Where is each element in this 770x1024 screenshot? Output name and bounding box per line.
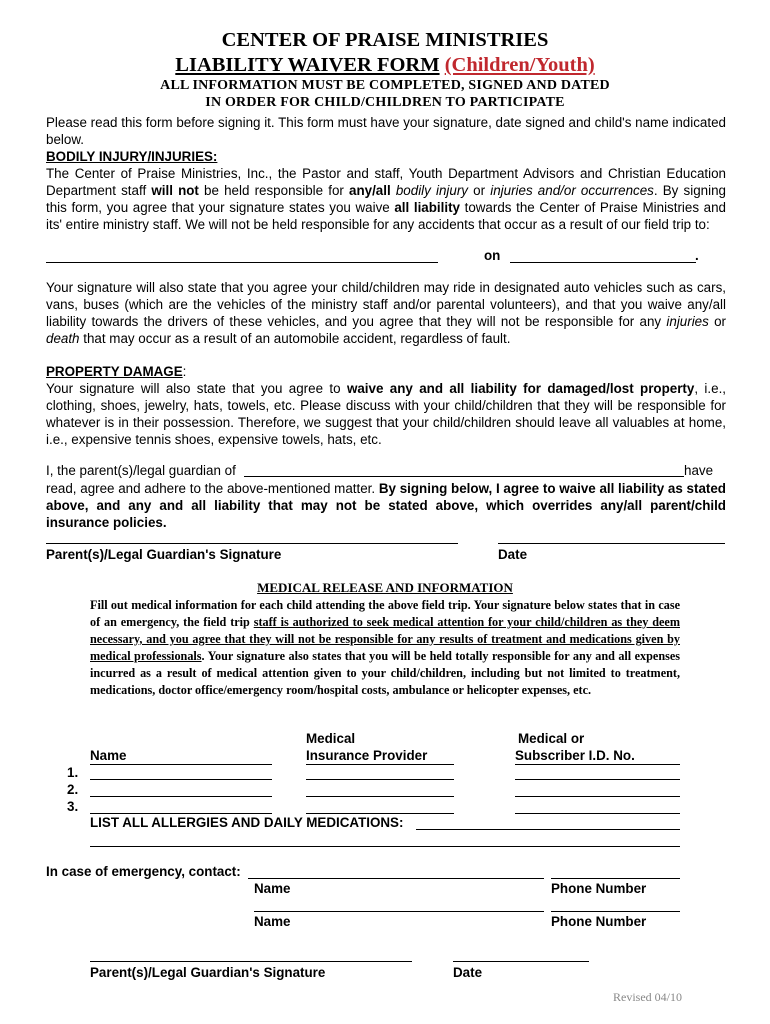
guardian-signature-label-2: Parent(s)/Legal Guardian's Signature <box>90 965 326 980</box>
medical-underlined: staff is authorized to seek medical attention for your child/children as they deem necessary, and you agree that they will not be responsible for any results of treatment and medications given by medical professionals <box>90 615 680 663</box>
agreement-bold: By signing below, I agree to waive all liability as stated above, and any and all liability that may not be stated above, which overrides any/all parent/child insurance policies. <box>46 481 726 530</box>
insurance-provider-field-2[interactable] <box>306 796 454 797</box>
bodily-heading: BODILY INJURY/INJURIES: <box>46 149 218 164</box>
bodily-text: . By signing this form, you agree that your signature states you waive <box>46 183 726 215</box>
property-text: , i.e., clothing, shoes, jewelry, hats, towels, etc. Please discuss with your child/children that they will be responsible for whatever is in their possession. Therefore, we suggest that your child/children should leave all valuables at home, i.e., expensive tennis shoes, expensive towels, hats, etc. <box>46 381 727 447</box>
emergency-phone-label-2: Phone Number <box>551 914 647 929</box>
notice-line-2: IN ORDER FOR CHILD/CHILDREN TO PARTICIPATE <box>205 95 565 110</box>
col-name-underline <box>90 764 272 765</box>
vehicles-text: Your signature will also state that you agree your child/children may ride in designated auto vehicles such as cars, vans, buses (which are the vehicles of the ministry staff and/or parental volunteers), and that you waive any/all liability towards the drivers of these vehicles, and you agree that they will not be responsible for any <box>46 280 726 329</box>
property-colon: : <box>182 364 187 379</box>
bodily-text: be held responsible for <box>198 183 350 198</box>
medical-paragraph <box>90 597 680 699</box>
bodily-section <box>46 148 726 233</box>
insurance-provider-field-1[interactable] <box>306 779 454 780</box>
allergies-field-continued[interactable] <box>90 846 680 847</box>
property-bold: waive any and all liability for damaged/lost property <box>346 381 695 396</box>
vehicles-text: or <box>708 314 726 329</box>
col-insurance-underline <box>306 764 454 765</box>
emergency-label: In case of emergency, contact: <box>46 864 241 879</box>
notice-line-1: ALL INFORMATION MUST BE COMPLETED, SIGNED AND DATED <box>160 78 610 93</box>
bodily-bold: any/all <box>349 183 391 198</box>
signature-date-label-2: Date <box>453 965 483 980</box>
bodily-text: The Center of Praise Ministries, Inc., the Pastor and staff, Youth Department Advisors and Christian Education Department staff <box>46 166 726 198</box>
row-number: 3. <box>67 799 79 814</box>
child-name-field-1[interactable] <box>90 779 272 780</box>
bodily-text: towards the Center of Praise Ministries and its' entire ministry staff. We will not be held responsible for any accidents that occur as a result of our field trip to: <box>46 200 726 232</box>
field-trip-destination-field[interactable] <box>46 262 438 263</box>
bodily-italic: bodily injury <box>395 183 469 198</box>
property-text: Your signature will also state that you agree to <box>46 381 347 396</box>
medical-heading: MEDICAL RELEASE AND INFORMATION <box>257 580 513 595</box>
property-section <box>46 363 726 448</box>
col-insurance-line2: Insurance Provider <box>306 748 428 763</box>
child-name-field[interactable] <box>244 476 684 477</box>
child-name-field-3[interactable] <box>90 813 272 814</box>
form-title-main: LIABILITY WAIVER FORM <box>175 54 440 76</box>
medical-text: Fill out medical information for each child attending the above field trip. Your signature below states that in case of an emergency, the field trip <box>90 598 680 629</box>
child-name-field-2[interactable] <box>90 796 272 797</box>
org-title: CENTER OF PRAISE MINISTRIES <box>221 29 549 51</box>
signature-date-field-2[interactable] <box>453 961 589 962</box>
agreement-paragraph <box>46 480 726 531</box>
signature-date-label: Date <box>498 547 528 562</box>
property-heading: PROPERTY DAMAGE <box>46 364 183 379</box>
guardian-signature-label: Parent(s)/Legal Guardian's Signature <box>46 547 282 562</box>
emergency-phone-field-2[interactable] <box>551 911 680 912</box>
emergency-name-field-2[interactable] <box>254 911 544 912</box>
emergency-phone-field-1[interactable] <box>551 878 680 879</box>
vehicles-italic: death <box>46 331 80 346</box>
allergies-label: LIST ALL ALLERGIES AND DAILY MEDICATIONS: <box>90 815 404 830</box>
col-name: Name <box>90 748 127 763</box>
row-number: 2. <box>67 782 79 797</box>
bodily-bold: all liability <box>394 200 460 215</box>
col-id-line2: Subscriber I.D. No. <box>515 748 635 763</box>
vehicles-text: that may occur as a result of an automobile accident, regardless of fault. <box>79 331 511 346</box>
allergies-field[interactable] <box>416 829 680 830</box>
bodily-italic: injuries and/or occurrences <box>490 183 654 198</box>
intro-paragraph: Please read this form before signing it. This form must have your signature, date signed and child's name indicated below. <box>46 115 726 147</box>
col-id-underline <box>515 764 680 765</box>
bodily-bold: will not <box>151 183 199 198</box>
form-title <box>0 54 770 77</box>
guardian-signature-field[interactable] <box>46 543 458 544</box>
bodily-text: or <box>468 183 491 198</box>
agreement-lead: I, the parent(s)/legal guardian of <box>46 463 236 478</box>
col-id-line1: Medical or <box>518 731 585 746</box>
vehicles-italic: injuries <box>666 314 709 329</box>
emergency-phone-label: Phone Number <box>551 881 647 896</box>
signature-date-field[interactable] <box>498 543 725 544</box>
agreement-text: read, agree and adhere to the above-mentioned matter. <box>46 481 379 496</box>
field-trip-date-field[interactable] <box>510 262 696 263</box>
col-insurance-line1: Medical <box>306 731 356 746</box>
emergency-name-field-1[interactable] <box>248 878 544 879</box>
emergency-name-label-2: Name <box>254 914 291 929</box>
agreement-have: have <box>684 463 714 478</box>
subscriber-id-field-3[interactable] <box>515 813 680 814</box>
guardian-signature-field-2[interactable] <box>90 961 412 962</box>
insurance-provider-field-3[interactable] <box>306 813 454 814</box>
revised-date: Revised 04/10 <box>613 990 682 1004</box>
period-mark: . <box>695 248 699 263</box>
vehicles-paragraph <box>46 279 726 347</box>
form-title-subtitle: (Children/Youth) <box>444 54 595 76</box>
subscriber-id-field-1[interactable] <box>515 779 680 780</box>
medical-text: . Your signature also states that you will be held totally responsible for any and all expenses incurred as a result of medical attention given to your child/children, including but not limited to treatment, medications, doctor office/emergency room/hospital costs, ambulance or helicopter expenses, etc. <box>90 649 680 697</box>
subscriber-id-field-2[interactable] <box>515 796 680 797</box>
row-number: 1. <box>67 765 79 780</box>
on-label: on <box>484 248 501 263</box>
emergency-name-label: Name <box>254 881 291 896</box>
